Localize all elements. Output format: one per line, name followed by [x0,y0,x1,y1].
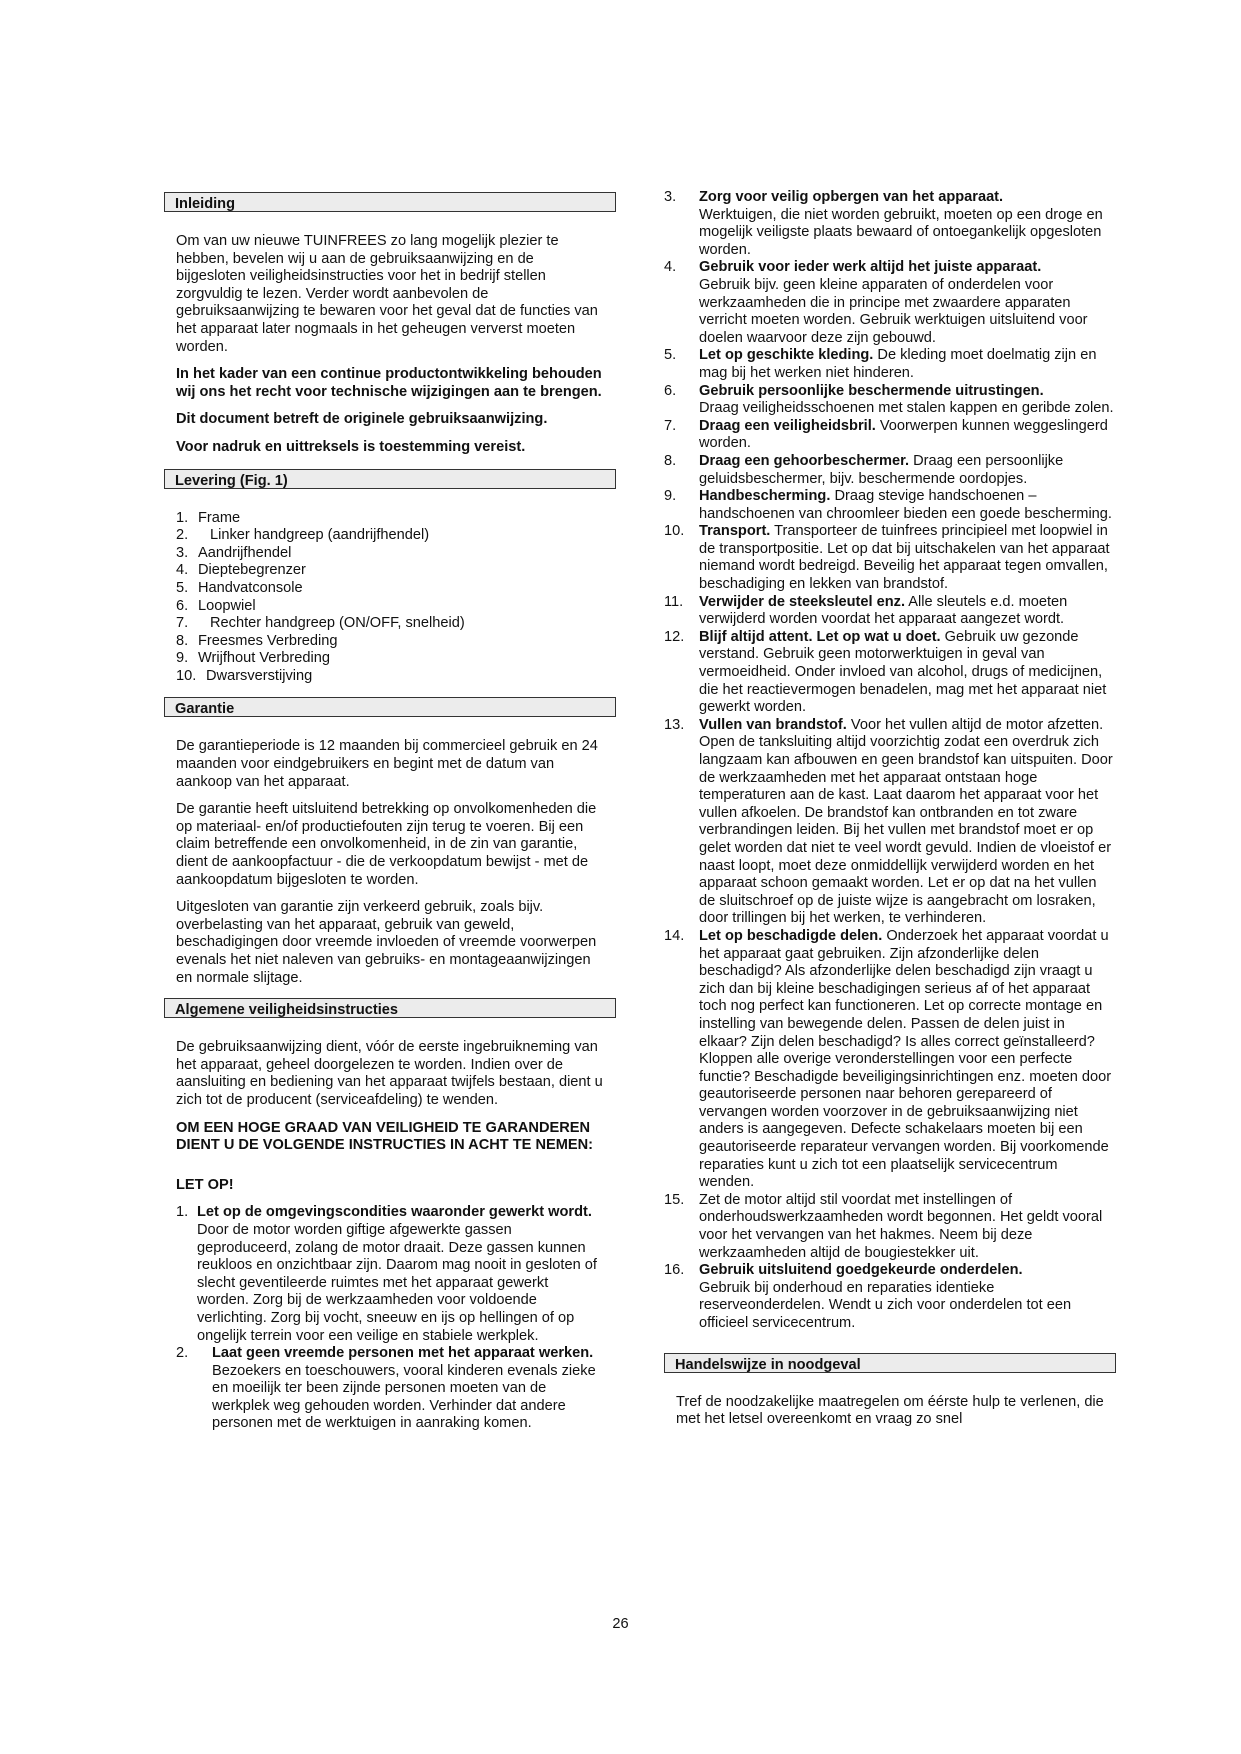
reprint-notice: Voor nadruk en uittreksels is toestemming vereist. [176,438,526,455]
list-item: 9. Handbescherming. Draag stevige handschoenen – handschoenen van chroomleer bieden een goede bescherming. [664,488,1112,522]
list-item: 7. Draag een veiligheidsbril. Voorwerpen kunnen weggeslingerd worden. [664,417,1108,452]
section-heading-levering: Levering (Fig. 1) [164,469,616,489]
list-item: 4. Dieptebegrenzer [176,562,306,579]
list-item: 6. Loopwiel [176,597,256,614]
development-notice: In het kader van een continue productontwikkeling behouden wij ons het recht voor technische wijzigingen aan te brengen. [176,366,602,400]
list-item: 4. Gebruik voor ieder werk altijd het juiste apparaat. Gebruik bijv. geen kleine apparaten of onderdelen voor werkzaamheden die in principe met zwaardere apparaten verricht moeten worden. Gebruik werktuigen uitsluitend voor doelen waarvoor deze zijn gebouwd. [664,259,1088,346]
list-item: 9. Wrijfhout Verbreding [176,650,330,667]
intro-paragraph: Om van uw nieuwe TUINFREES zo lang mogelijk plezier te hebben, bevelen wij u aan de gebruiksaanwijzing en de bijgesloten veiligheidsinstructies voor het in bedrijf stellen zorgvuldig te lezen. Verder wordt aanbevolen de gebruiksaanwijzing te bewaren voor het geval dat de functies van het apparaat later nogmaals in het geheugen ververst moeten worden. [176,233,598,355]
attention-label: LET OP! [176,1176,234,1193]
list-item: 13. Vullen van brandstof. Voor het vullen altijd de motor afzetten. Open de tanksluiting altijd voorzichtig zodat een overdruk zich langzaam kan afbouwen en geen brandstof kan uitspuiten. Door de werkzaamheden met het apparaat ontstaan hoge temperaturen aan de kast. Laat daarom het apparaat voor het vullen afkoelen. De brandstof kan ontbranden en tot zware verbrandingen leiden. Bij het vullen met brandstof moet er op gelet worden dat niet te veel wordt gevuld. Indien de vloeistof er naast loopt, moet deze onmiddellijk verwijderd worden en het apparaat schoon gemaakt worden. Let er op dat na het vullen de sluitschroef op de juiste wijze is aangebracht om losraken, door trillingen bij het werken, te verhinderen. [664,716,1113,927]
section-heading-inleiding: Inleiding [164,192,616,212]
emergency-paragraph: Tref de noodzakelijke maatregelen om éérste hulp te verlenen, die met het letsel overeenkomt en vraag zo snel [676,1393,1104,1428]
left-column [164,192,616,1433]
list-item: 8. Freesmes Verbreding [176,632,338,649]
list-item: 10. Transport. Transporteer de tuinfrees principieel met loopwiel in de transportpositie. Let op dat bij uitschakelen van het apparaat niemand wordt bedreigd. Beveilig het apparaat tegen omvallen, beschadiging en lekken van brandstof. [664,523,1110,593]
list-item: 1. Let op de omgevingscondities waaronder gewerkt wordt. Door de motor worden giftige afgewerkte gassen geproduceerd, zolang de motor draait. Deze gassen kunnen reukloos en onzichtbaar zijn. Daarom mag nooit in gesloten of slecht geventileerde ruimtes met het apparaat gewerkt worden. Zorg bij de werkzaamheden voor voldoende verlichting. Zorg bij vocht, sneeuw en ijs op hellingen of op ongelijk terrein voor een veilige en stabiele werkplek. [176,1204,597,1344]
list-item: 7. Rechter handgreep (ON/OFF, snelheid) [176,615,465,632]
warranty-scope: De garantie heeft uitsluitend betrekking op onvolkomenheden die op materiaal- en/of productiefouten zijn terug te voeren. Bij een claim betreffende een onvolkomenheid, in de zin van garantie, dient de aankoopfactuur - die de verkoopdatum bewijst - met de aankoopdatum bijgesloten te worden. [176,801,597,888]
list-item: 11. Verwijder de steeksleutel enz. Alle sleutels e.d. moeten verwijderd worden voordat het apparaat aangezet wordt. [664,593,1068,628]
safety-list-left [176,1204,604,1433]
list-item: 5. Let op geschikte kleding. De kleding moet doelmatig zijn en mag bij het werken niet hinderen. [664,347,1097,381]
warranty-period: De garantieperiode is 12 maanden bij commercieel gebruik en 24 maanden voor eindgebruikers en begint met de datum van aankoop van het apparaat. [176,738,598,790]
section-heading-veiligheid: Algemene veiligheidsinstructies [164,998,616,1018]
section-heading-garantie: Garantie [164,697,616,717]
safety-caps-notice: OM EEN HOGE GRAAD VAN VEILIGHEID TE GARANDEREN DIENT U DE VOLGENDE INSTRUCTIES IN ACHT TE NEMEN: [176,1119,594,1154]
list-item: 5. Handvatconsole [176,579,303,596]
right-column [664,189,1116,1429]
list-item: 3. Aandrijfhendel [176,544,292,561]
list-item: 1. Frame [176,509,241,526]
list-item: 2. Laat geen vreemde personen met het apparaat werken. Bezoekers en toeschouwers, vooral kinderen evenals zieke en moeilijk ter been zijnde personen moeten van de werkplek weg gehouden worden. Verhinder dat andere personen met de werktuigen in aanraking komen. [176,1345,596,1432]
page-number: 26 [612,1616,629,1632]
list-item: 10. Dwarsverstijving [176,667,313,684]
section-heading-noodgeval: Handelswijze in noodgeval [664,1353,1116,1373]
warranty-exclusions: Uitgesloten van garantie zijn verkeerd gebruik, zoals bijv. overbelasting van het apparaat, gebruik van geweld, beschadigingen door vreemde invloeden of vreemde voorwerpen evenals het niet naleven van gebruiks- en montageaanwijzingen en normale slijtage. [176,899,597,986]
original-manual-notice: Dit document betreft de originele gebruiksaanwijzing. [176,411,548,428]
list-item: 16. Gebruik uitsluitend goedgekeurde onderdelen. Gebruik bij onderhoud en reparaties identieke reserveonderdelen. Wendt u zich voor onderdelen tot een officieel servicecentrum. [664,1262,1072,1331]
safety-intro: De gebruiksaanwijzing dient, vóór de eerste ingebruikneming van het apparaat, geheel doorgelezen te worden. Indien over de aansluiting en bediening van het apparaat twijfels bestaan, dient u zich tot de producent (serviceafdeling) te wenden. [176,1039,603,1108]
list-item: 8. Draag een gehoorbeschermer. Draag een persoonlijke geluidsbeschermer, bijv. beschermende oordopjes. [664,452,1064,487]
parts-list [176,510,604,686]
list-item: 14. Let op beschadigde delen. Onderzoek het apparaat voordat u het apparaat gaat gebruiken. Zijn afzonderlijke delen beschadigd? Als afzonderlijke delen beschadigd zijn vraagt u zich dan bij kleine beschadigingen serieus af of het apparaat toch nog perfect kan functioneren. Let op correcte montage en instelling van bewegende delen. Passen de delen juist in elkaar? Zijn delen beschadigd? Is alles correct geïnstalleerd? Kloppen alle overige veronderstellingen voor een perfecte functie? Beschadigde beveiligingsinrichtingen enz. moeten door geautoriseerde personen naar behoren gerepareerd of vervangen worden voorzover in de gebruiksaanwijzing niet anders is aangegeven. Defecte schakelaars moeten bij een geautoriseerde reparateur vervangen worden. Bij voorkomende reparaties kunt u zich tot een plaatselijk servicecentrum wenden. [664,927,1112,1191]
list-item: 3. Zorg voor veilig opbergen van het apparaat. Werktuigen, die niet worden gebruikt, moeten op een droge en mogelijk veiligste plaats bewaard of ontoegankelijk opgesloten worden. [664,189,1103,258]
list-item: 2. Linker handgreep (aandrijfhendel) [176,527,430,544]
safety-list-right [664,189,1116,1333]
list-item: 6. Gebruik persoonlijke beschermende uitrustingen. Draag veiligheidsschoenen met stalen kappen en geribde zolen. [664,382,1114,417]
list-item: 15. Zet de motor altijd stil voordat met instellingen of onderhoudswerkzaamheden wordt begonnen. Het geldt vooral voor het vervangen van het hakmes. Neem bij deze werkzaamheden altijd de bougiestekker uit. [664,1191,1103,1261]
list-item: 12. Blijf altijd attent. Let op wat u doet. Gebruik uw gezonde verstand. Gebruik geen motorwerktuigen in geval van vermoeidheid. Onder invloed van alcohol, drugs of medicijnen, die het reactievermogen benadelen, mag met het apparaat niet gewerkt worden. [664,628,1107,716]
